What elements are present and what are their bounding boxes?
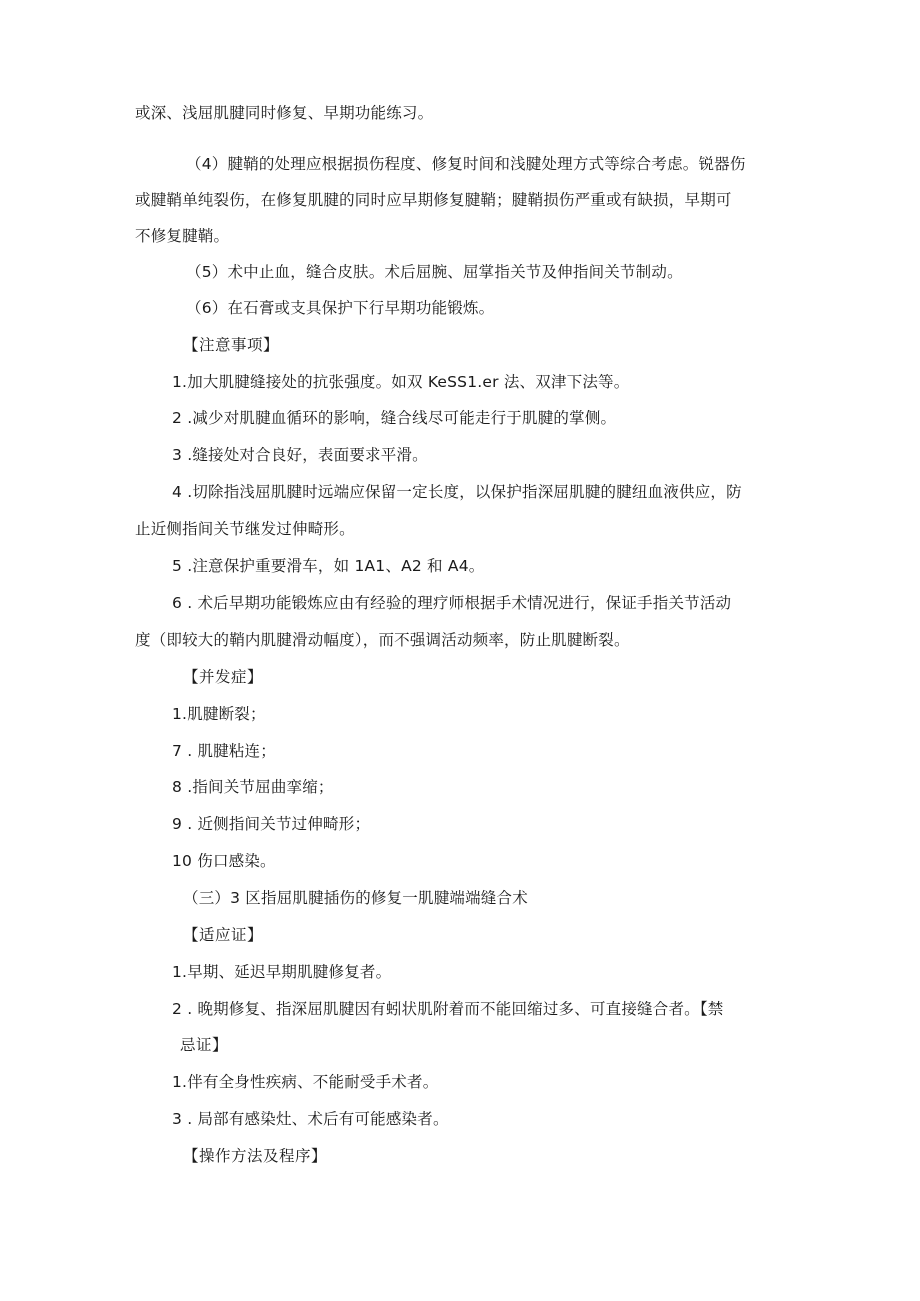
- list-item: 3 .缝接处对合良好，表面要求平滑。: [172, 446, 428, 464]
- list-item: 5 .注意保护重要滑车，如 1A1、A2 和 A4。: [172, 557, 485, 575]
- list-item: 1.伴有全身性疾病、不能耐受手术者。: [172, 1073, 439, 1091]
- section-heading: 忌证】: [180, 1036, 229, 1054]
- list-item: 1.肌腱断裂；: [172, 705, 266, 723]
- subsection-title: （三）3 区指屈肌腱插伤的修复一肌腱端端缝合术: [183, 889, 528, 907]
- list-item-continuation: 度（即较大的鞘内肌腱滑动幅度），而不强调活动频率，防止肌腱断裂。: [135, 631, 630, 649]
- paragraph-line: （4）腱鞘的处理应根据损伤程度、修复时间和浅腱处理方式等综合考虑。锐器伤: [186, 155, 746, 173]
- list-item: 1.早期、延迟早期肌腱修复者。: [172, 963, 392, 981]
- list-item: 8 .指间关节屈曲挛缩；: [172, 778, 334, 796]
- list-item-continuation: 止近侧指间关节继发过伸畸形。: [135, 520, 355, 538]
- list-item: 3 . 局部有感染灶、术后有可能感染者。: [172, 1110, 449, 1128]
- list-item: 6 . 术后早期功能锻炼应由有经验的理疗师根据手术情况进行，保证手指关节活动: [172, 594, 732, 612]
- section-heading: 【操作方法及程序】: [183, 1147, 328, 1165]
- list-item: 9 . 近侧指间关节过伸畸形；: [172, 815, 371, 833]
- list-item: 4 .切除指浅屈肌腱时远端应保留一定长度，以保护指深屈肌腱的腱纽血液供应，防: [172, 483, 742, 501]
- list-item: 1.加大肌腱缝接处的抗张强度。如双 KeSS1.er 法、双津下法等。: [172, 373, 630, 391]
- list-item: 2 .减少对肌腱血循环的影响，缝合线尽可能走行于肌腱的掌侧。: [172, 409, 617, 427]
- paragraph-line: 或深、浅屈肌腱同时修复、早期功能练习。: [135, 104, 434, 122]
- list-item: 10 伤口感染。: [172, 852, 276, 870]
- section-heading: 【注意事项】: [183, 336, 280, 354]
- paragraph-line: 或腱鞘单纯裂伤，在修复肌腱的同时应早期修复腱鞘；腱鞘损伤严重或有缺损，早期可: [135, 191, 732, 209]
- section-heading: 【并发症】: [183, 668, 264, 686]
- paragraph-line: （5）术中止血，缝合皮肤。术后屈腕、屈掌指关节及伸指间关节制动。: [186, 263, 683, 281]
- list-item: 7 . 肌腱粘连；: [172, 742, 276, 760]
- section-heading: 【适应证】: [183, 926, 264, 944]
- paragraph-line: 不修复腱鞘。: [135, 227, 230, 245]
- list-item: 2 . 晚期修复、指深屈肌腱因有蚓状肌附着而不能回缩过多、可直接缝合者。【禁: [172, 1000, 724, 1018]
- paragraph-line: （6）在石膏或支具保护下行早期功能锻炼。: [186, 299, 495, 317]
